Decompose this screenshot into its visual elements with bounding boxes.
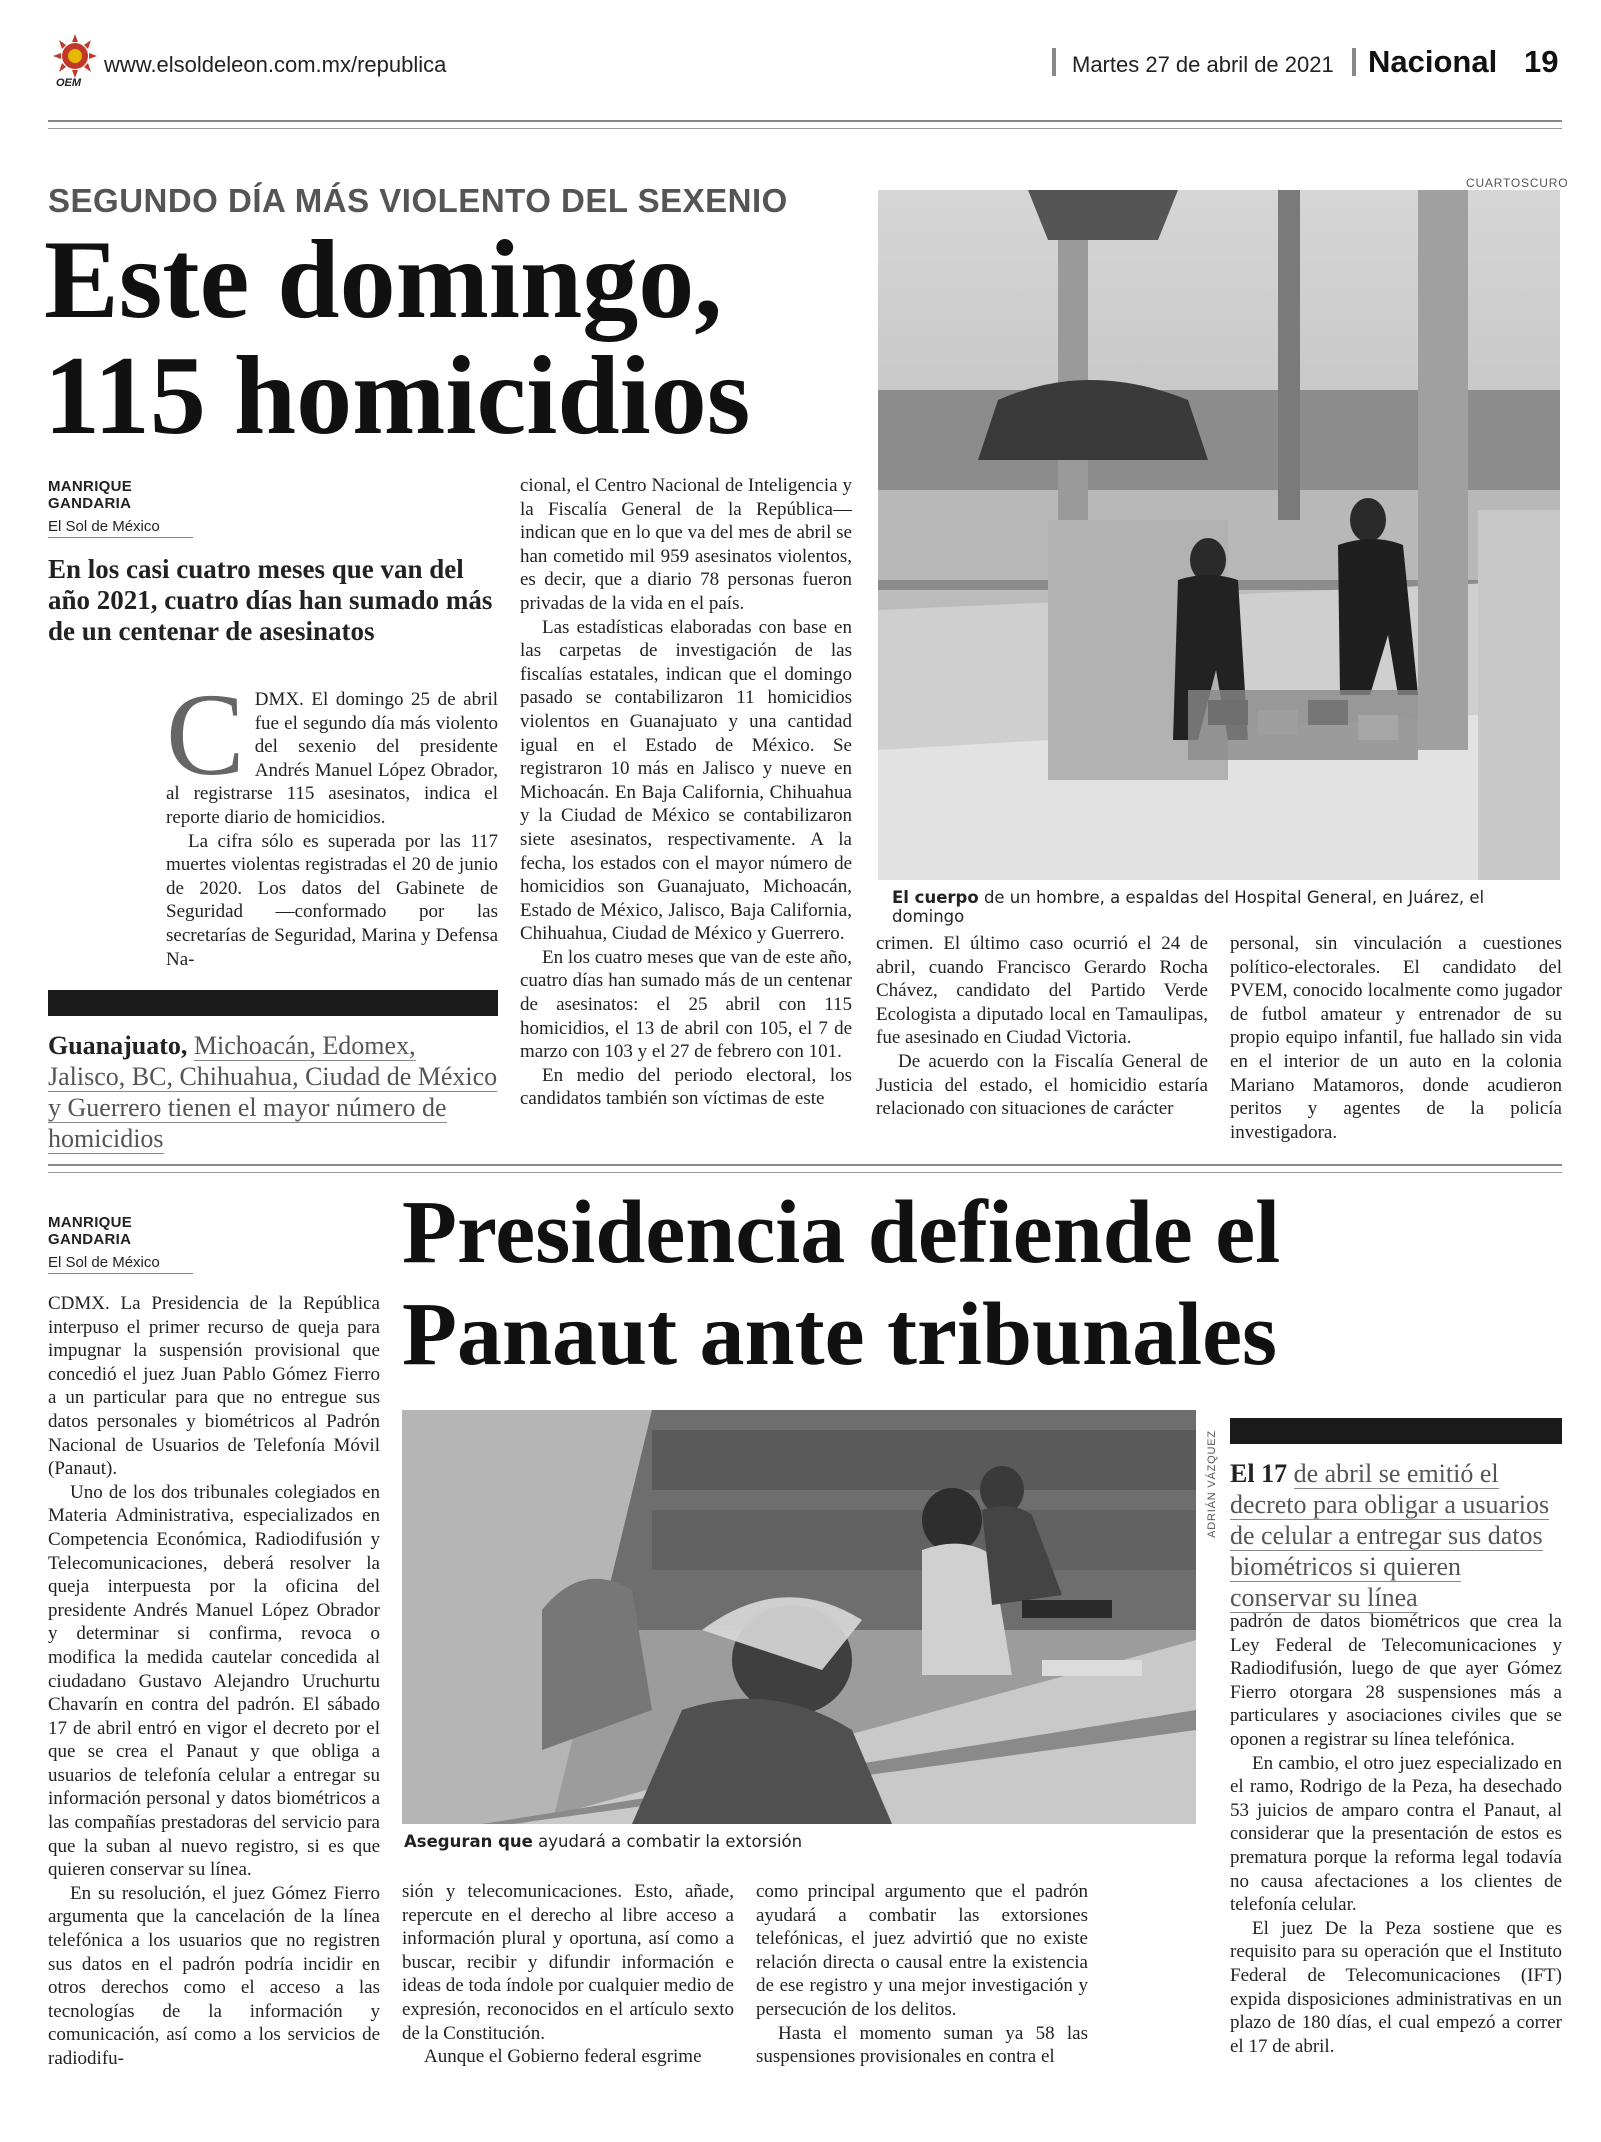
- masthead-logo: [48, 32, 102, 90]
- pullquote-text: de abril se emitió el decreto para obligar a usuarios de celular a entregar sus datos biométricos si quieren conservar su línea: [1230, 1459, 1550, 1612]
- article1-col2-p1: cional, el Centro Nacional de Inteligencia y la Fiscalía General de la República— indican que en lo que va del mes de abril se han cometido mil 959 asesinatos violentos, es decir, que a diario 78 personas fueron privadas de la vida en el país.: [520, 475, 852, 614]
- article1-deck: En los casi cuatro meses que van del año 2021, cuatro días han sumado más de un centenar de asesinatos: [48, 554, 493, 646]
- article2-col3-p1: como principal argumento que el padrón ayudará a combatir las extorsiones telefónicas, el juez advirtió que no existe relación directa o causal entre la existencia de ese registro y una mejor investigación y persecución de los delitos.: [756, 1881, 1088, 2020]
- article1-col1-p1: CDMX. El domingo 25 de abril fue el segundo día más violento del sexenio del presidente Andrés Manuel López Obrador, al registrarse 115 asesinatos, indica el reporte diario de homicidios.: [166, 669, 498, 828]
- article1-column-4: [1230, 932, 1562, 1144]
- article1-kicker: SEGUNDO DÍA MÁS VIOLENTO DEL SEXENIO: [48, 182, 788, 219]
- article2-col1-p3: En su resolución, el juez Gómez Fierro argumenta que la cancelación de la línea telefónica a los usuarios que no registren sus datos en el padrón podría incidir en otros derechos como el acceso a las tecnologías de la información y comunicación, así como a los servicios de radiodifu-: [48, 1882, 380, 2069]
- header-section: Nacional: [1368, 44, 1498, 79]
- caption-text: de un hombre, a espaldas del Hospital General, en Juárez, el domingo: [892, 888, 1485, 926]
- article2-byline: [48, 1214, 198, 1274]
- article1-headline-line1: Este domingo,: [44, 218, 723, 342]
- article1-col2-p4: En medio del periodo electoral, los candidatos también son víctimas de este: [520, 1064, 852, 1110]
- article1-headline-line2: 115 homicidios: [44, 334, 751, 458]
- article1-byline: [48, 478, 198, 538]
- article2-headline: [402, 1182, 1280, 1386]
- header-rule-top: [48, 120, 1562, 122]
- header-rule-bottom: [48, 128, 1562, 129]
- article1-col3-p2: De acuerdo con la Fiscalía General de Justicia del estado, el homicidio estaría relacionado con situaciones de carácter: [876, 1050, 1208, 1120]
- article1-col1-p2: La cifra sólo es superada por las 117 muertes violentas registradas el 20 de junio de 2020. Los datos del Gabinete de Seguridad —conformado por las secretarías de Seguridad, Marina y Defensa Na-: [166, 830, 498, 970]
- caption-text: ayudará a combatir la extorsión: [538, 1832, 803, 1851]
- article2-column-4: [1230, 1610, 1562, 2058]
- photo2-credit: ADRIÁN VÁZQUEZ: [1206, 1430, 1218, 1538]
- photo1-crime-scene: [878, 190, 1560, 880]
- article2-col4-p3: El juez De la Peza sostiene que es requisito para su operación que el Instituto Federal de Telecomunicaciones (IFT) expida disposiciones administrativas en un plazo de 180 días, el cual empezó a correr el 17 de abril.: [1230, 1917, 1562, 2057]
- header-divider-2: [1352, 48, 1356, 76]
- dropcap: C: [166, 669, 245, 800]
- article-separator-bottom: [48, 1172, 1562, 1173]
- page-number: 19: [1524, 44, 1559, 79]
- article1-pullquote-bar: [48, 990, 498, 1016]
- article1-col4-p1: personal, sin vinculación a cuestiones político-electorales. El candidato del PVEM, conocido localmente como jugador de futbol amateur y entrenador de su propio equipo infantil, fue hallado sin vida en el interior de un auto en la colonia Mariano Matamoros, donde acudieron peritos y agentes de la policía investigadora.: [1230, 933, 1562, 1143]
- article1-col2-p2: Las estadísticas elaboradas con base en las carpetas de investigación de las fiscalías estatales, indican que el domingo pasado se contabilizaron 11 homicidios violentos en Guanajuato y una cantidad igual en el Estado de México. Se registraron 10 más en Jalisco y nueve en Michoacán. En Baja California, Chihuahua y la Ciudad de México se contabilizaron siete asesinatos, respectivamente. A la fecha, los estados con el mayor número de homicidios son Guanajuato, Michoacán, Estado de México, Jalisco, Baja California, Chihuahua, Ciudad de México y Guerrero.: [520, 616, 852, 945]
- article2-pullquote: [1230, 1458, 1562, 1613]
- article2-column-2: [402, 1880, 734, 2069]
- byline-publication: El Sol de México: [48, 1254, 193, 1274]
- article2-column-1: [48, 1292, 380, 2071]
- article2-col2-p1: sión y telecomunicaciones. Esto, añade, repercute en el derecho al libre acceso a información plural y oportuna, así como a buscar, recibir y difundir información e ideas de toda índole por cualquier medio de expresión, reconocidos en el artículo sexto de la Constitución.: [402, 1881, 734, 2044]
- pullquote-text: Michoacán, Edomex, Jalisco, BC, Chihuahua, Ciudad de México y Guerrero tienen el mayor número de homicidios: [48, 1031, 498, 1153]
- pullquote-lead: El 17: [1230, 1459, 1288, 1488]
- photo2-credit-wrap: [1200, 1418, 1218, 1558]
- article2-pullquote-bar: [1230, 1418, 1562, 1444]
- caption-lead: El cuerpo: [892, 888, 979, 907]
- article1-column-1-wrap: [166, 669, 498, 971]
- photo1-credit: CUARTOSCURO: [1466, 176, 1569, 190]
- article2-col4-p2: En cambio, el otro juez especializado en el ramo, Rodrigo de la Peza, ha desechado 53 juicios de amparo contra el Panaut, al considerar que la presentación de estos es prematura porque la reforma legal todavía no causa afectaciones a los clientes de telefonía celular.: [1230, 1752, 1562, 1916]
- article1-pullquote: [48, 1030, 498, 1154]
- article1-column-3: [876, 932, 1208, 1121]
- header-date: Martes 27 de abril de 2021: [1072, 52, 1334, 77]
- byline-name: MANRIQUE GANDARIA: [48, 478, 133, 512]
- header-divider-1: [1052, 48, 1056, 76]
- photo2-phone-users: [402, 1410, 1196, 1824]
- photo2-caption: [404, 1832, 1184, 1851]
- logo-text: OEM: [56, 77, 82, 89]
- article2-col1-p2: Uno de los dos tribunales colegiados en Materia Administrativa, especializados en Competencia Económica, Radiodifusión y Telecomunicaciones, deberá resolver la queja interpuesta por la oficina del presidente Andrés Manuel López Obrador y determinar si confirma, revoca o modifica la medida cautelar concedida al ciudadano Gustavo Alejandro Uruchurtu Chavarín en contra del padrón. El sábado 17 de abril entró en vigor el decreto por el que se crea el Panaut y que obliga a usuarios de telefonía celular a entregar su información personal y datos biométricos a las compañías prestadoras del servicio para que la suban al nuevo registro, si es que quieren conservar su línea.: [48, 1481, 380, 1881]
- pullquote-lead: Guanajuato,: [48, 1031, 188, 1060]
- article2-col2-p2: Aunque el Gobierno federal esgrime: [424, 2046, 702, 2068]
- byline-name: MANRIQUE GANDARIA: [48, 1214, 133, 1248]
- photo1-caption: [892, 888, 1560, 926]
- caption-lead: Aseguran que: [404, 1832, 533, 1851]
- article1-col2-p3: En los cuatro meses que van de este año, cuatro días han sumado más de un centenar de asesinatos: el 25 abril con 115 homicidios, el 13 de abril con 105, el 7 de marzo con 103 y el 27 de febrero con 101.: [520, 946, 852, 1063]
- article-separator-top: [48, 1164, 1562, 1166]
- article2-headline-line2: Panaut ante tribunales: [402, 1285, 1278, 1384]
- header-url[interactable]: www.elsoldeleon.com.mx/republica: [104, 52, 447, 77]
- article2-col3-p2: Hasta el momento suman ya 58 las suspensiones provisionales en contra el: [756, 2022, 1088, 2068]
- byline-publication: El Sol de México: [48, 518, 193, 538]
- photo2-image: [402, 1410, 1196, 1824]
- article2-column-3: [756, 1880, 1088, 2069]
- article1-col3-p1: crimen. El último caso ocurrió el 24 de abril, cuando Francisco Gerardo Rocha Chávez, candidato del Partido Verde Ecologista a diputado local en Tamaulipas, fue asesinado en Ciudad Victoria.: [876, 933, 1208, 1049]
- article2-headline-line1: Presidencia defiende el: [402, 1183, 1281, 1282]
- photo1-image: [878, 190, 1560, 880]
- article1-headline: [44, 218, 751, 458]
- article2-col1-p1: CDMX. La Presidencia de la República interpuso el primer recurso de queja para impugnar la suspensión provisional que concedió el juez Juan Pablo Gómez Fierro a un particular para que no entregue sus datos personales y biométricos al Padrón Nacional de Usuarios de Telefonía Móvil (Panaut).: [48, 1293, 380, 1480]
- article2-col4-p1: padrón de datos biométricos que crea la Ley Federal de Telecomunicaciones y Radiodifusión, luego de que ayer Gómez Fierro otorgara 28 suspensiones más a particulares y asociaciones civiles que se oponen a registrar su línea telefónica.: [1230, 1611, 1562, 1750]
- article1-column-2: [520, 474, 852, 1111]
